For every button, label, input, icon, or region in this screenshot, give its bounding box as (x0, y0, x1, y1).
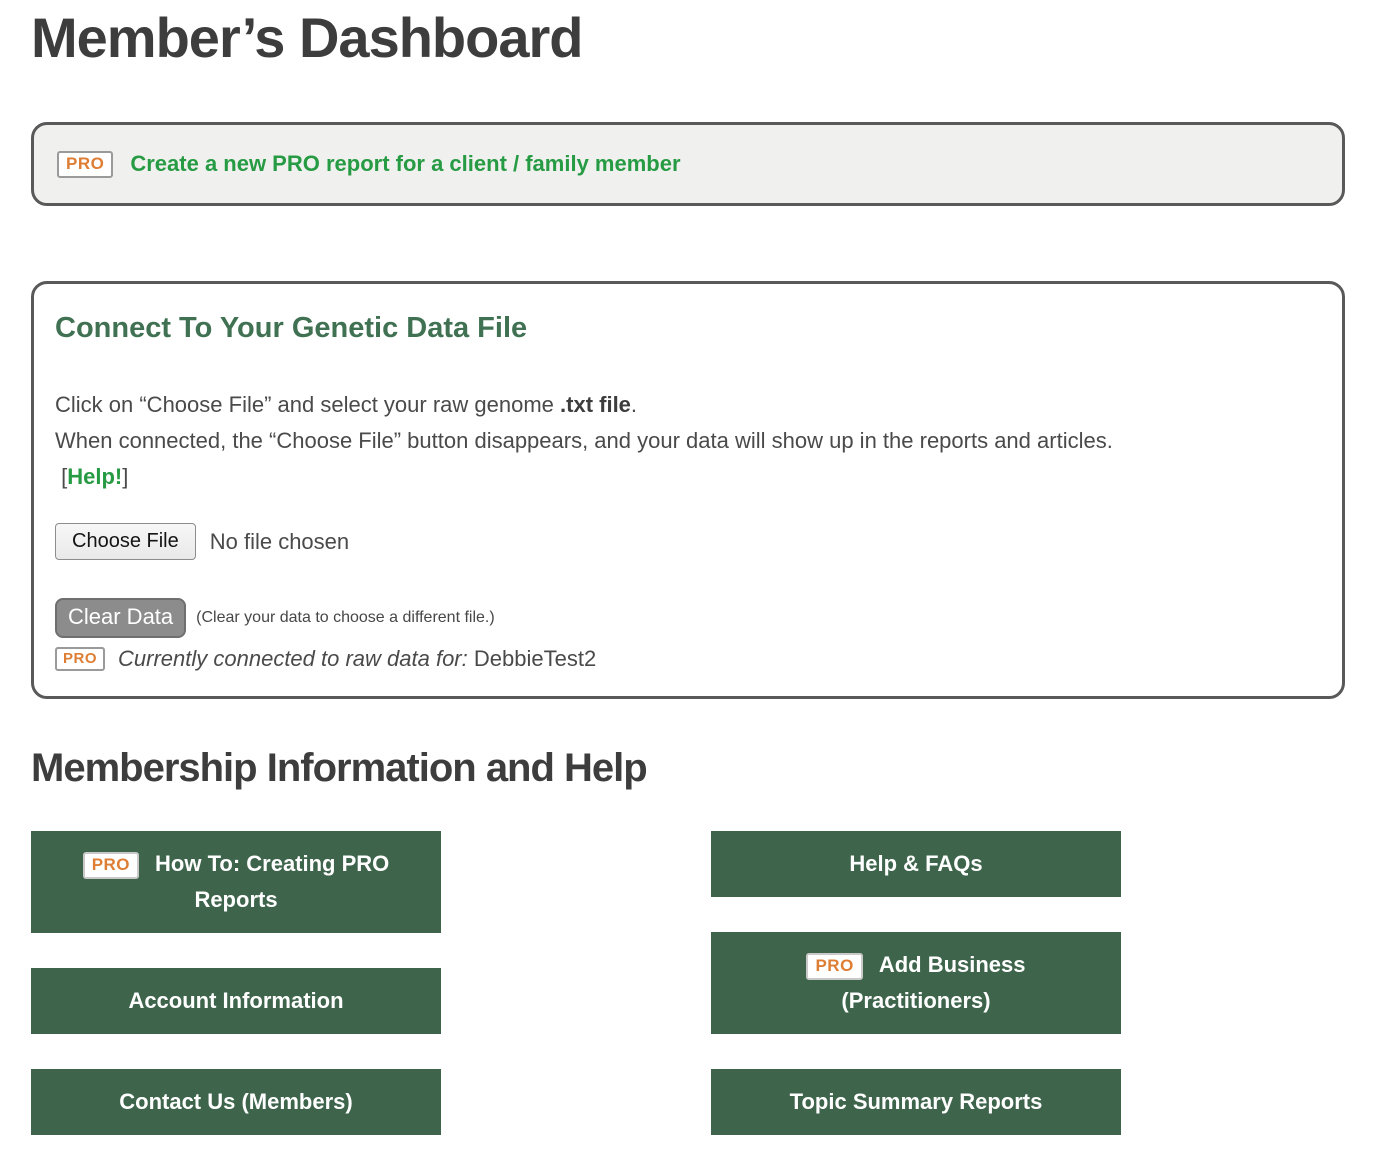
no-file-chosen-text: No file chosen (209, 528, 350, 554)
help-and-faqs-button[interactable] (711, 831, 1121, 897)
button-label: How To: Creating PRO Reports (155, 851, 390, 913)
pro-badge-icon: PRO (806, 953, 862, 980)
membership-button-grid (31, 831, 1345, 1135)
connected-status-label: Currently connected to raw data for: (118, 646, 468, 672)
connected-status-text (118, 646, 596, 672)
add-business-practitioners-button[interactable] (711, 932, 1121, 1034)
help-link[interactable]: Help! (67, 464, 123, 490)
membership-left-column (31, 831, 441, 1135)
account-information-button[interactable] (31, 968, 441, 1034)
how-to-creating-pro-reports-button[interactable] (31, 831, 441, 933)
page-title: Member’s Dashboard (31, 6, 583, 69)
clear-data-caption: (Clear your data to choose a different file.) (196, 609, 495, 627)
connect-box-heading: Connect To Your Genetic Data File (55, 312, 528, 345)
membership-right-column (711, 831, 1121, 1135)
clear-data-button[interactable]: Clear Data (55, 598, 186, 638)
choose-file-button[interactable]: Choose File (55, 523, 196, 560)
clear-data-row (55, 598, 1318, 638)
connect-instructions (55, 387, 1318, 495)
button-label: Help & FAQs (849, 851, 983, 877)
button-label: Topic Summary Reports (789, 1089, 1043, 1115)
connected-status-row (55, 646, 1318, 672)
connected-status-value: DebbieTest2 (473, 646, 597, 672)
create-pro-report-banner (31, 122, 1345, 206)
pro-badge-icon: PRO (83, 852, 139, 879)
help-line (55, 464, 128, 489)
membership-section-heading: Membership Information and Help (31, 746, 647, 791)
instructions-line1-suffix: . (630, 392, 638, 418)
create-pro-report-link[interactable]: Create a new PRO report for a client / family member (130, 151, 681, 177)
button-label: Add Business (Practitioners) (841, 952, 1026, 1014)
instructions-line1-prefix: Click on “Choose File” and select your raw genome (55, 392, 561, 418)
button-label: Account Information (128, 988, 344, 1014)
help-close-bracket: ] (122, 464, 129, 490)
contact-us-members-button[interactable] (31, 1069, 441, 1135)
instructions-line2: When connected, the “Choose File” button disappears, and your data will show up in the reports and articles. (55, 428, 1113, 454)
file-input-row (55, 523, 1318, 560)
button-label: Contact Us (Members) (119, 1089, 353, 1115)
topic-summary-reports-button[interactable] (711, 1069, 1121, 1135)
pro-badge-icon: PRO (55, 647, 105, 671)
pro-badge-icon: PRO (57, 151, 113, 178)
connect-genetic-data-box (31, 281, 1345, 699)
help-open-bracket: [ (55, 464, 68, 490)
instructions-line1-bold: .txt file (560, 392, 631, 418)
